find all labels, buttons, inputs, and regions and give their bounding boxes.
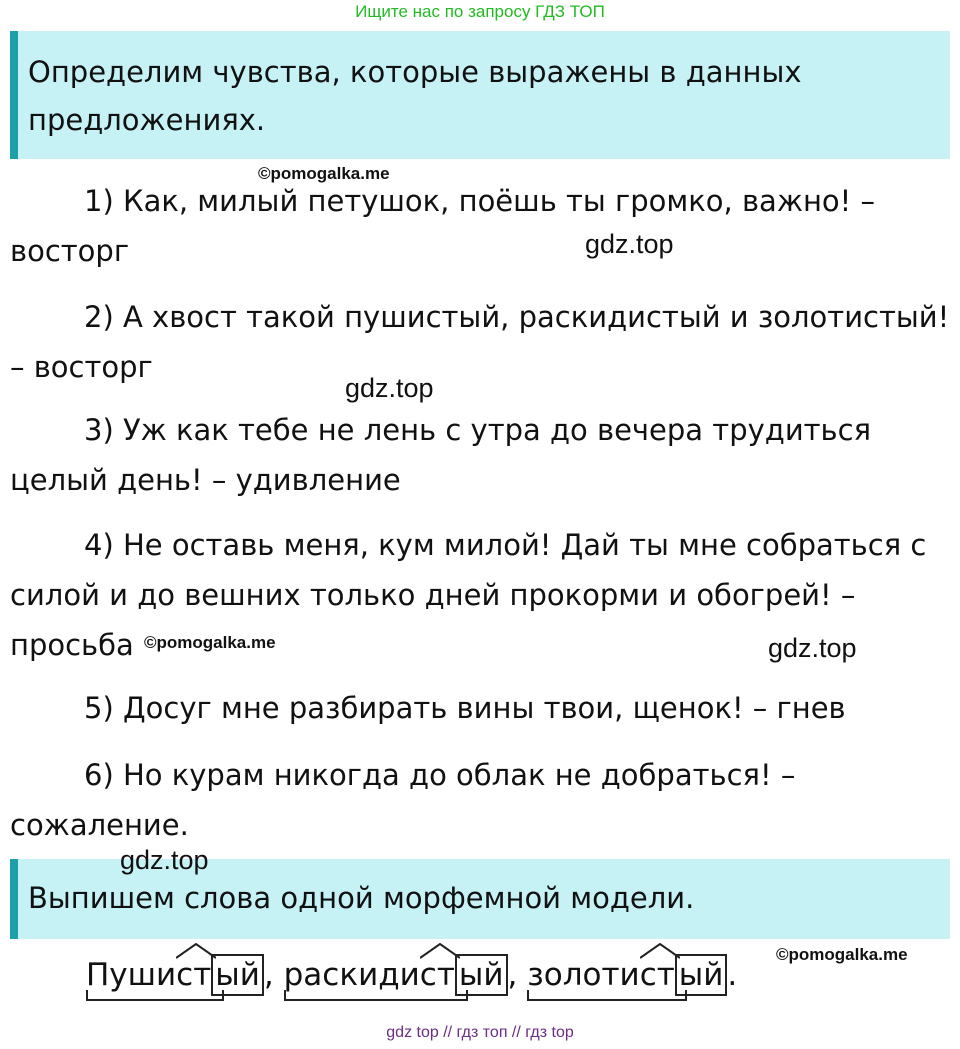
item-4-line-3: просьба [10,628,134,662]
watermark-pomogalka: ©pomogalka.me [258,164,390,183]
answer-item-3 [10,405,955,505]
task-banner-1 [10,31,950,159]
suffix-arc-icon [640,943,680,959]
morpheme-analysis [86,945,737,1005]
item-1-line-2: восторг [10,234,130,268]
morph-word-1 [86,945,264,1005]
watermark-pomogalka: ©pomogalka.me [776,945,908,964]
item-3-line-1: 3) Уж как тебе не лень с утра до вечера трудиться [84,413,872,447]
banner-2-text: Выпишем слова одной морфемной модели. [28,881,695,915]
watermark-pomogalka: ©pomogalka.me [144,633,276,652]
item-4-line-2: силой и до вешних только дней прокорми и обогрей! – [10,578,856,612]
separator-1: , [263,957,274,993]
separator-2: , [507,957,518,993]
suffix-arc-icon [420,943,460,959]
suffix-arc-icon [176,943,216,959]
banner-1-line-1: Определим чувства, которые выражены в данных [28,55,802,89]
item-1-line-1: 1) Как, милый петушок, поёшь ты громко, важно! – [84,184,876,218]
item-4-line-1: 4) Не оставь меня, кум милой! Дай ты мне собраться с [84,528,927,562]
item-5-line-1: 5) Досуг мне разбирать вины твои, щенок! – гнев [84,691,846,725]
top-link[interactable]: Ищите нас по запросу ГДЗ ТОП [355,2,605,21]
watermark-gdz: gdz.top [345,373,434,403]
morph-word-3 [527,945,727,1005]
word-2-suffix: ст [420,945,455,1005]
word-1-suffix: ст [176,945,211,1005]
word-3-start: золоти [527,957,640,993]
answer-item-6 [10,750,955,850]
item-2-line-1: 2) А хвост такой пушистый, раскидистый и золотистый! [84,300,950,334]
word-3-suffix: ст [640,945,675,1005]
word-2-start: раскиди [283,957,420,993]
watermark-gdz: gdz.top [120,845,209,875]
separator-3: . [727,957,738,993]
watermark-gdz: gdz.top [585,229,674,259]
word-2-ending: ый [455,954,508,996]
morph-word-2 [284,945,508,1005]
item-6-line-2: сожаление. [10,808,189,842]
word-3-ending: ый [675,954,728,996]
banner-1-line-2: предложениях. [28,103,266,137]
watermark-gdz: gdz.top [768,633,857,663]
footer-links[interactable]: gdz top // гдз топ // гдз top [386,1024,574,1041]
word-1-start: Пуши [86,957,177,993]
answer-item-2 [10,292,955,392]
answer-item-1 [10,176,955,276]
item-2-line-2: – восторг [10,350,153,384]
word-1-ending: ый [211,954,264,996]
item-3-line-2: целый день! – удивление [10,463,401,497]
item-6-line-1: 6) Но курам никогда до облак не добраться! – [84,758,796,792]
answer-item-5 [10,683,955,733]
